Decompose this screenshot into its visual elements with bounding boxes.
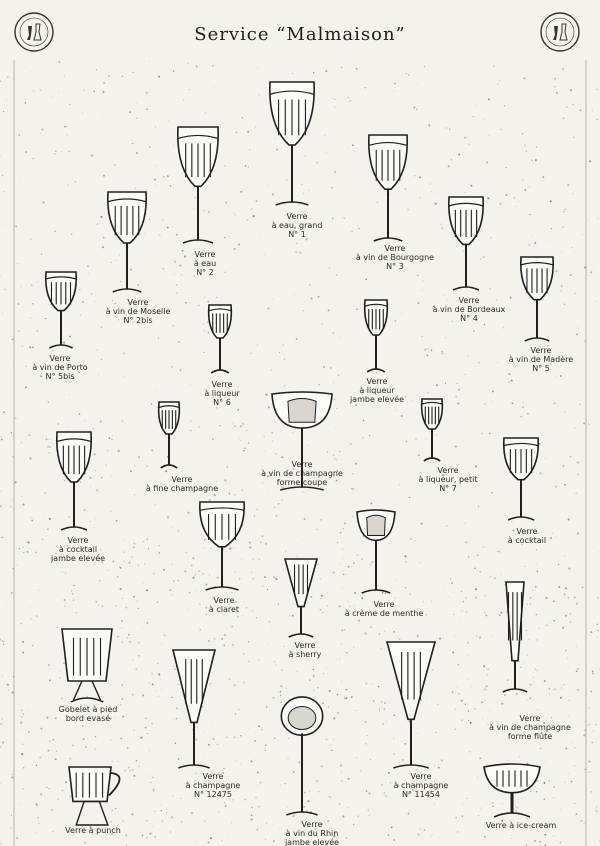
glass-bourgogne: [367, 133, 409, 241]
glass-sherry: [283, 557, 319, 637]
caption-line: à champagne: [393, 781, 449, 790]
caption-line: Verre: [437, 466, 459, 475]
glass-rhin: [279, 695, 325, 815]
caption-line: N° 12475: [194, 790, 232, 799]
caption-line: à champagne: [185, 781, 241, 790]
glass-claret-illustration: [198, 500, 246, 590]
caption-line: Verre: [211, 380, 233, 389]
glass-punch: [63, 763, 129, 825]
glass-cocktail-illustration: [502, 436, 540, 520]
glass-cocktail-jambe-illustration: [55, 430, 93, 530]
glass-caption: [345, 600, 424, 618]
caption-line: Verre: [67, 536, 89, 545]
glass-caption: [489, 714, 571, 741]
glass-eau-grand-illustration: [268, 80, 316, 205]
glass-porto: [44, 270, 78, 348]
glass-punch-illustration: [63, 763, 129, 825]
caption-line: Verre: [213, 596, 235, 605]
caption-line: à crème de menthe: [344, 609, 424, 618]
caption-line: à vin de champagne: [261, 469, 343, 478]
glass-caption: [32, 354, 87, 381]
caption-line: à fine champagne: [145, 484, 219, 493]
caption-line: N° 4: [460, 314, 478, 323]
glass-creme-menthe-illustration: [355, 508, 397, 593]
glass-caption: [285, 820, 339, 846]
caption-line: Verre: [49, 354, 71, 363]
glass-caption: [209, 596, 239, 614]
caption-line: Verre: [301, 820, 323, 829]
caption-line: forme flûte: [507, 732, 553, 741]
caption-line: Verre: [530, 346, 552, 355]
caption-line: N° 5: [532, 364, 550, 373]
glass-caption: [272, 212, 323, 239]
caption-line: Verre: [202, 772, 224, 781]
caption-line: à vin de champagne: [489, 723, 571, 732]
caption-line: Verre: [291, 460, 313, 469]
glass-champagne-12475: [171, 648, 217, 768]
caption-line: Verre: [384, 244, 406, 253]
caption-line: N° 1: [288, 230, 306, 239]
glass-claret: [198, 500, 246, 590]
glass-liqueur-petit-illustration: [420, 397, 444, 461]
glass-caption: [394, 772, 449, 799]
caption-line: N° 2bis: [123, 316, 153, 325]
caption-line: N° 6: [213, 398, 231, 407]
caption-line: Verre: [194, 250, 216, 259]
caption-line: à liqueur: [359, 386, 395, 395]
glass-rhin-illustration: [279, 695, 325, 815]
caption-line: Verre: [294, 641, 316, 650]
glass-caption: [486, 821, 557, 830]
caption-line: jambe elevée: [349, 395, 405, 404]
glass-caption: [51, 536, 105, 563]
glass-bordeaux-illustration: [447, 195, 485, 290]
caption-line: N° 11454: [402, 790, 440, 799]
caption-line: à vin de Porto: [32, 363, 88, 372]
caption-line: forme coupe: [276, 478, 328, 487]
glass-fine-champagne-illustration: [157, 400, 181, 468]
caption-line: à vin de Bordeaux: [432, 305, 506, 314]
glass-champagne-11454: [385, 640, 437, 768]
glass-eau-grand: [268, 80, 316, 205]
caption-line: à cocktail: [58, 545, 98, 554]
glass-caption: [508, 527, 546, 545]
glass-champagne-11454-illustration: [385, 640, 437, 768]
glass-cocktail-jambe: [55, 430, 93, 530]
glass-madere: [519, 255, 555, 341]
glass-caption: [350, 377, 404, 404]
glass-champagne-flute: [497, 580, 533, 692]
glass-cocktail: [502, 436, 540, 520]
glass-ice-cream-illustration: [482, 763, 542, 817]
glass-champagne-12475-illustration: [171, 648, 217, 768]
caption-line: jambe elevée: [50, 554, 106, 563]
glass-ice-cream: [482, 763, 542, 817]
glass-bourgogne-illustration: [367, 133, 409, 241]
glass-liqueur-jambe-illustration: [363, 298, 389, 372]
caption-line: Verre: [127, 298, 149, 307]
glass-caption: [356, 244, 434, 271]
glass-caption: [59, 705, 118, 723]
glass-gobelet-illustration: [60, 627, 114, 702]
glass-sherry-illustration: [283, 557, 319, 637]
glass-gobelet: [60, 627, 114, 702]
caption-line: à vin du Rhin: [285, 829, 339, 838]
glass-liqueur-jambe: [363, 298, 389, 372]
caption-line: Verre: [366, 377, 388, 386]
glass-fine-champagne: [157, 400, 181, 468]
glass-eau-illustration: [176, 125, 220, 243]
glass-caption: [106, 298, 171, 325]
caption-line: à claret: [208, 605, 240, 614]
caption-line: à vin de Bourgogne: [355, 253, 435, 262]
glass-caption: [194, 250, 216, 277]
caption-line: N° 3: [386, 262, 404, 271]
caption-line: à vin de Moselle: [105, 307, 171, 316]
glass-caption: [204, 380, 239, 407]
caption-line: Verre: [519, 714, 541, 723]
caption-line: jambe elevée: [284, 838, 340, 846]
page-title: Service “Malmaison”: [194, 24, 406, 45]
glass-caption: [419, 466, 478, 493]
glass-caption: [146, 475, 218, 493]
glass-caption: [509, 346, 573, 373]
caption-line: Verre: [373, 600, 395, 609]
glass-liqueur-illustration: [207, 303, 233, 373]
glass-caption: [186, 772, 241, 799]
glass-madere-illustration: [519, 255, 555, 341]
glass-creme-menthe: [355, 508, 397, 593]
caption-line: à eau, grand: [271, 221, 323, 230]
caption-line: à eau: [193, 259, 217, 268]
glass-champagne-flute-illustration: [497, 580, 533, 692]
caption-line: à cocktail: [507, 536, 547, 545]
caption-line: à liqueur, petit: [418, 475, 478, 484]
caption-line: Verre: [516, 527, 538, 536]
caption-line: Verre: [286, 212, 308, 221]
glass-caption: [433, 296, 506, 323]
caption-line: à sherry: [288, 650, 322, 659]
caption-line: à vin de Madère: [508, 355, 574, 364]
glass-porto-illustration: [44, 270, 78, 348]
caption-line: Verre à punch: [65, 826, 121, 835]
caption-line: N° 7: [439, 484, 457, 493]
caption-line: Verre à ice-cream: [485, 821, 557, 830]
glass-caption: [289, 641, 322, 659]
caption-line: bord evasé: [65, 714, 111, 723]
caption-line: N° 2: [196, 268, 214, 277]
caption-line: Gobelet à pied: [58, 705, 118, 714]
glass-bordeaux: [447, 195, 485, 290]
glass-caption: [261, 460, 343, 487]
glass-caption: [65, 826, 121, 835]
glass-eau: [176, 125, 220, 243]
caption-line: Verre: [458, 296, 480, 305]
glass-liqueur-petit: [420, 397, 444, 461]
caption-line: Verre: [171, 475, 193, 484]
caption-line: N° 5bis: [45, 372, 75, 381]
caption-line: Verre: [410, 772, 432, 781]
caption-line: à liqueur: [204, 389, 240, 398]
glass-liqueur: [207, 303, 233, 373]
glass-moselle-illustration: [106, 190, 148, 292]
glass-moselle: [106, 190, 148, 292]
